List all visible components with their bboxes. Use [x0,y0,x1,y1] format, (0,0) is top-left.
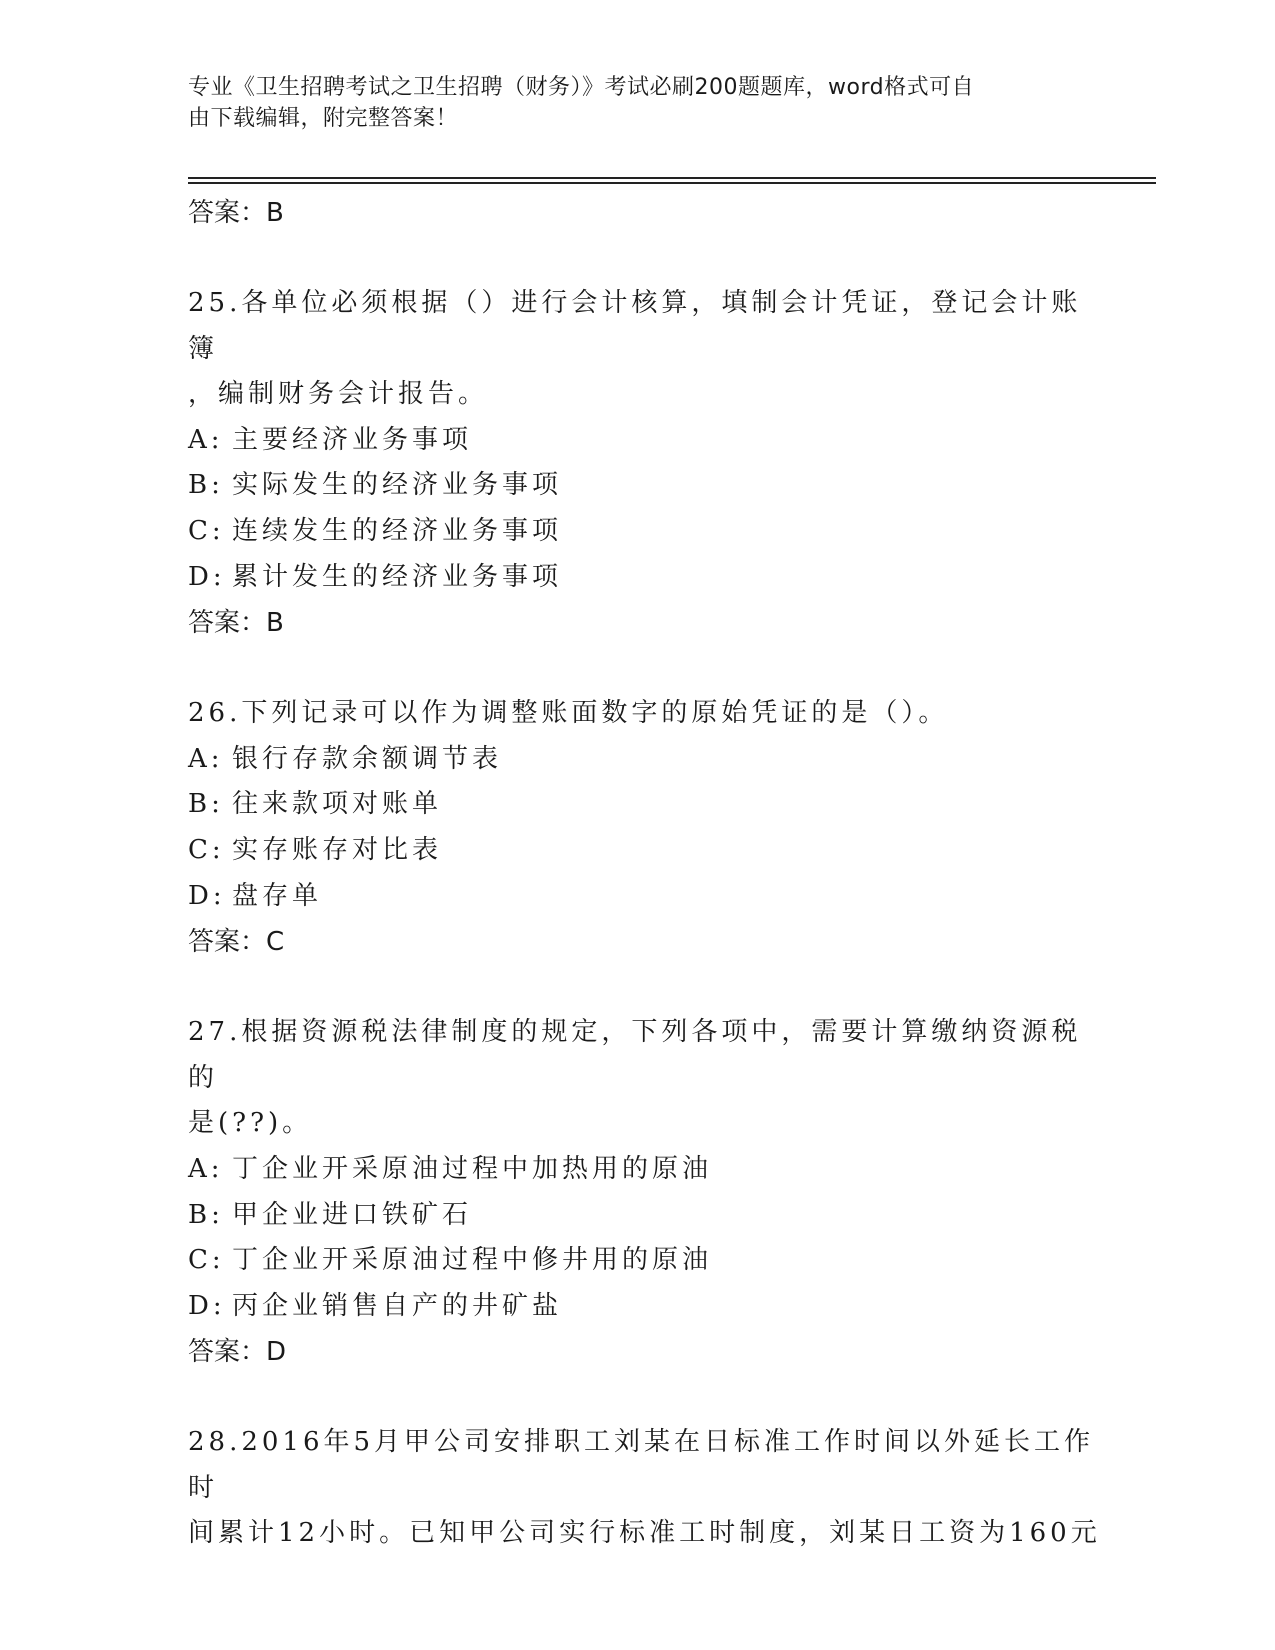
question-block [188,1010,1108,1375]
question-text-continued: ，编制财务会计报告。 [188,379,489,410]
header-line-2: 由下载编辑，附完整答案！ [188,106,459,131]
spacer [188,236,1108,281]
header-divider-bottom [188,182,1156,184]
option-text: 丙企业销售自产的井矿盐 [232,1290,563,1321]
question-text: 28.2016年5月甲公司安排职工刘某在日标准工作时间以外延长工作时 [188,1427,1095,1503]
option-c [188,509,1108,555]
spacer [188,965,1108,1010]
option-text: 主要经济业务事项 [232,424,473,455]
option-label: D: [188,880,226,911]
option-label: D: [188,561,226,592]
question-text: 26.下列记录可以作为调整账面数字的原始凭证的是（）。 [188,698,949,729]
option-c [188,828,1108,874]
option-c [188,1238,1108,1284]
option-label: D: [188,1290,226,1321]
document-body [188,190,1108,1557]
option-label: A: [188,1153,224,1184]
document-header [188,72,1088,134]
header-divider-top [188,177,1156,179]
option-text: 往来款项对账单 [232,789,443,820]
previous-answer: 答案：B [188,198,284,228]
option-text: 丁企业开采原油过程中加热用的原油 [232,1153,713,1184]
option-a [188,1147,1108,1193]
option-label: C: [188,1245,225,1276]
question-text: 25.各单位必须根据（）进行会计核算，填制会计凭证，登记会计账簿 [188,288,1082,364]
question-text: 27.根据资源税法律制度的规定，下列各项中，需要计算缴纳资源税的 [188,1017,1082,1093]
option-d [188,1284,1108,1330]
question-block [188,1420,1108,1557]
option-label: C: [188,515,225,546]
option-label: B: [188,789,224,820]
answer: 答案：B [188,608,284,639]
option-d [188,555,1108,601]
option-text: 盘存单 [232,880,323,911]
question-block [188,691,1108,965]
answer: 答案：C [188,927,285,958]
header-line-1: 专业《卫生招聘考试之卫生招聘（财务）》考试必刷200题题库，word格式可自 [188,75,975,100]
option-b [188,1193,1108,1239]
option-d [188,874,1108,920]
option-label: B: [188,1199,224,1230]
option-a [188,418,1108,464]
question-text-continued: 是(??)。 [188,1108,313,1139]
option-label: A: [188,424,224,455]
option-text: 实存账存对比表 [232,834,443,865]
option-text: 累计发生的经济业务事项 [232,561,563,592]
option-text: 实际发生的经济业务事项 [232,470,563,501]
option-text: 连续发生的经济业务事项 [232,515,563,546]
option-label: A: [188,743,224,774]
option-b [188,782,1108,828]
option-text: 丁企业开采原油过程中修井用的原油 [232,1245,713,1276]
spacer [188,646,1108,691]
answer: 答案：D [188,1337,287,1368]
question-block [188,281,1108,646]
question-text-continued: 间累计12小时。已知甲公司实行标准工时制度，刘某日工资为160元 [188,1518,1101,1549]
option-text: 甲企业进口铁矿石 [232,1199,473,1230]
spacer [188,1375,1108,1420]
option-text: 银行存款余额调节表 [232,743,503,774]
option-label: C: [188,834,225,865]
option-label: B: [188,470,224,501]
option-a [188,737,1108,783]
option-b [188,463,1108,509]
